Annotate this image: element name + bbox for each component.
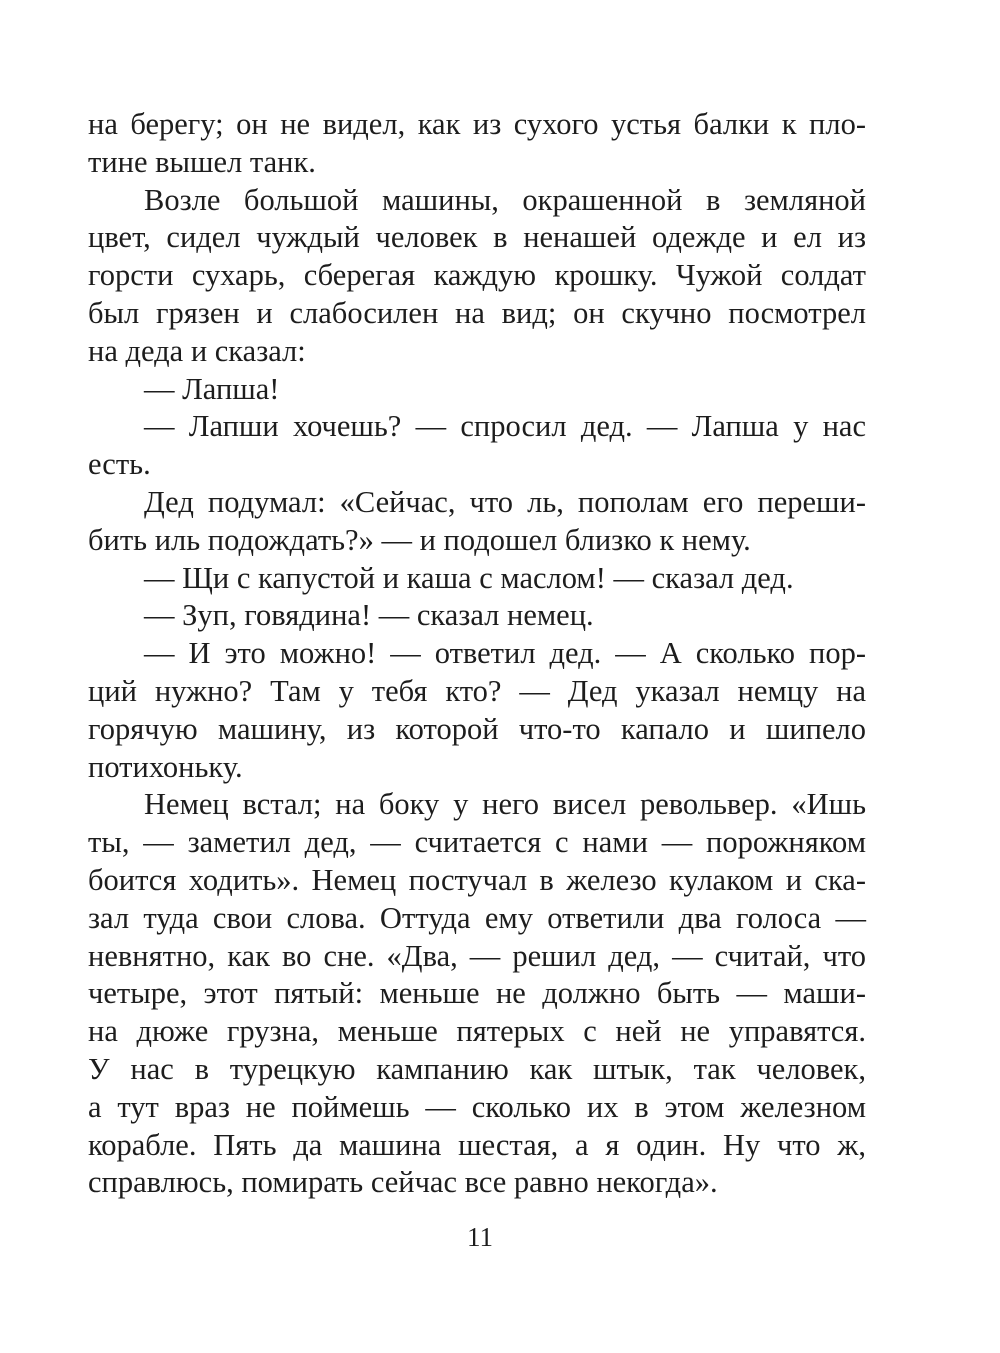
text-line: тине вышел танк. xyxy=(88,144,316,179)
text-line: невнятно, как во сне. «Два, — решил дед, — считай, что xyxy=(88,938,866,973)
text-line: — И это можно! — ответил дед. — А сколько пор- xyxy=(144,636,866,671)
text-line: на деда и сказал: xyxy=(88,333,306,368)
text-line: Дед подумал: «Сейчас, что ль, пополам его переши- xyxy=(144,484,866,519)
text-line: Немец встал; на боку у него висел револьвер. «Ишь xyxy=(144,787,866,822)
body-text xyxy=(88,106,866,1202)
page-number: 11 xyxy=(467,1222,493,1252)
text-line: зал туда свои слова. Оттуда ему ответили два голоса — xyxy=(88,900,866,935)
text-line: на дюже грузна, меньше пятерых с ней не управятся. xyxy=(88,1014,866,1049)
text-line: на берегу; он не видел, как из сухого устья балки к пло- xyxy=(88,107,866,141)
text-line: горсти сухарь, сберегая каждую крошку. Чужой солдат xyxy=(88,258,866,293)
text-line: Возле большой машины, окрашенной в земляной xyxy=(144,182,866,217)
text-line: цвет, сидел чуждый человек в ненашей одежде и ел из xyxy=(88,220,866,255)
text-line: боится ходить». Немец постучал в железо кулаком и ска- xyxy=(88,862,866,897)
text-line: был грязен и слабосилен на вид; он скучно посмотрел xyxy=(88,295,866,330)
text-line: справлюсь, помирать сейчас все равно некогда». xyxy=(88,1165,718,1200)
text-line: четыре, этот пятый: меньше не должно быть — маши- xyxy=(88,976,866,1011)
text-line: — Зуп, говядина! — сказал немец. xyxy=(144,598,594,633)
text-line: есть. xyxy=(88,447,151,482)
text-line: ты, — заметил дед, — считается с нами — порожняком xyxy=(88,825,866,860)
text-line: У нас в турецкую кампанию как штык, так человек, xyxy=(88,1051,866,1086)
text-line: а тут враз не поймешь — сколько их в этом железном xyxy=(88,1089,866,1124)
text-line: — Щи с капустой и каша с маслом! — сказал дед. xyxy=(144,560,794,595)
text-line: корабле. Пять да машина шестая, а я один. Ну что ж, xyxy=(88,1127,866,1162)
text-line: горячую машину, из которой что-то капало и шипело xyxy=(88,711,866,746)
text-line: бить иль подождать?» — и подошел близко к нему. xyxy=(88,522,751,557)
text-line: ций нужно? Там у тебя кто? — Дед указал немцу на xyxy=(88,673,866,708)
text-line: — Лапша! xyxy=(144,371,280,406)
text-line: — Лапши хочешь? — спросил дед. — Лапша у нас xyxy=(144,409,866,444)
text-line: потихоньку. xyxy=(88,749,243,784)
